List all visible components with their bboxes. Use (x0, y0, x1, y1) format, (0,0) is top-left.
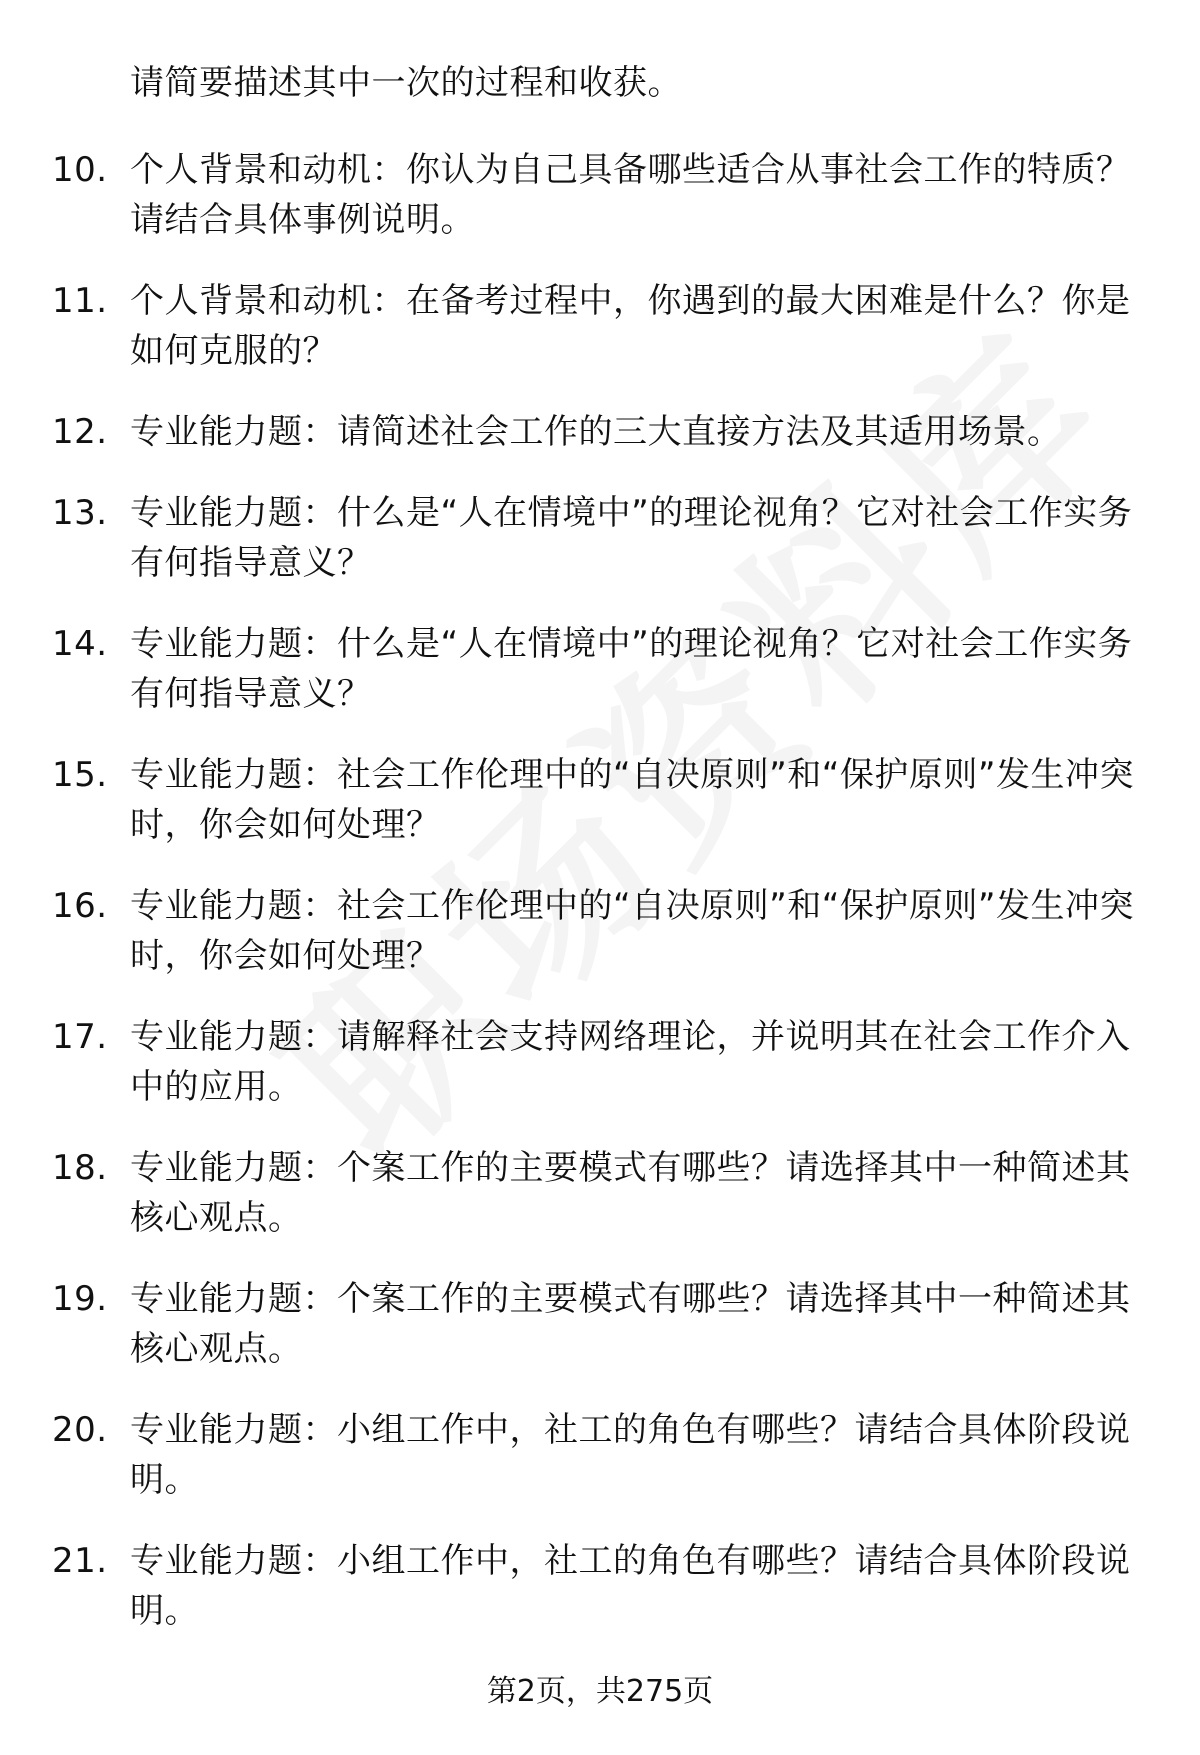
question-number: 15. (52, 755, 108, 795)
question-list (52, 145, 1152, 1636)
carry-over-text: 请简要描述其中一次的过程和收获。 (130, 63, 682, 103)
question-number: 10. (52, 150, 108, 190)
question-number: 21. (52, 1541, 108, 1581)
list-item (52, 276, 1152, 376)
list-item (52, 750, 1152, 850)
question-text: 专业能力题：什么是“人在情境中”的理论视角？它对社会工作实务有何指导意义？ (130, 493, 1133, 583)
question-number: 17. (52, 1017, 108, 1057)
question-text: 专业能力题：什么是“人在情境中”的理论视角？它对社会工作实务有何指导意义？ (130, 624, 1133, 714)
list-item (52, 145, 1152, 245)
list-item (52, 1536, 1152, 1636)
question-text: 专业能力题：请解释社会支持网络理论，并说明其在社会工作介入中的应用。 (130, 1017, 1131, 1107)
list-item (52, 407, 1152, 457)
question-text: 专业能力题：小组工作中，社工的角色有哪些？请结合具体阶段说明。 (130, 1410, 1131, 1500)
question-number: 14. (52, 624, 108, 664)
question-number: 16. (52, 886, 108, 926)
list-item (52, 1012, 1152, 1112)
list-item (52, 619, 1152, 719)
question-text: 专业能力题：社会工作伦理中的“自决原则”和“保护原则”发生冲突时，你会如何处理？ (130, 755, 1134, 845)
question-text: 专业能力题：个案工作的主要模式有哪些？请选择其中一种简述其核心观点。 (130, 1279, 1131, 1369)
list-item (52, 1274, 1152, 1374)
question-number: 19. (52, 1279, 108, 1319)
question-number: 11. (52, 281, 108, 321)
question-number: 13. (52, 493, 108, 533)
question-text: 专业能力题：社会工作伦理中的“自决原则”和“保护原则”发生冲突时，你会如何处理？ (130, 886, 1134, 976)
question-number: 18. (52, 1148, 108, 1188)
list-item (52, 1143, 1152, 1243)
question-number: 12. (52, 412, 108, 452)
list-item (52, 488, 1152, 588)
list-item (52, 881, 1152, 981)
question-text: 专业能力题：小组工作中，社工的角色有哪些？请结合具体阶段说明。 (130, 1541, 1131, 1631)
question-text: 专业能力题：请简述社会工作的三大直接方法及其适用场景。 (130, 412, 1062, 452)
page-footer: 第2页，共275页 (486, 1674, 714, 1709)
list-item (52, 1405, 1152, 1505)
question-number: 20. (52, 1410, 108, 1450)
question-text: 专业能力题：个案工作的主要模式有哪些？请选择其中一种简述其核心观点。 (130, 1148, 1131, 1238)
question-text: 个人背景和动机：你认为自己具备哪些适合从事社会工作的特质？请结合具体事例说明。 (130, 150, 1131, 240)
question-text: 个人背景和动机：在备考过程中，你遇到的最大困难是什么？你是如何克服的？ (130, 281, 1131, 371)
